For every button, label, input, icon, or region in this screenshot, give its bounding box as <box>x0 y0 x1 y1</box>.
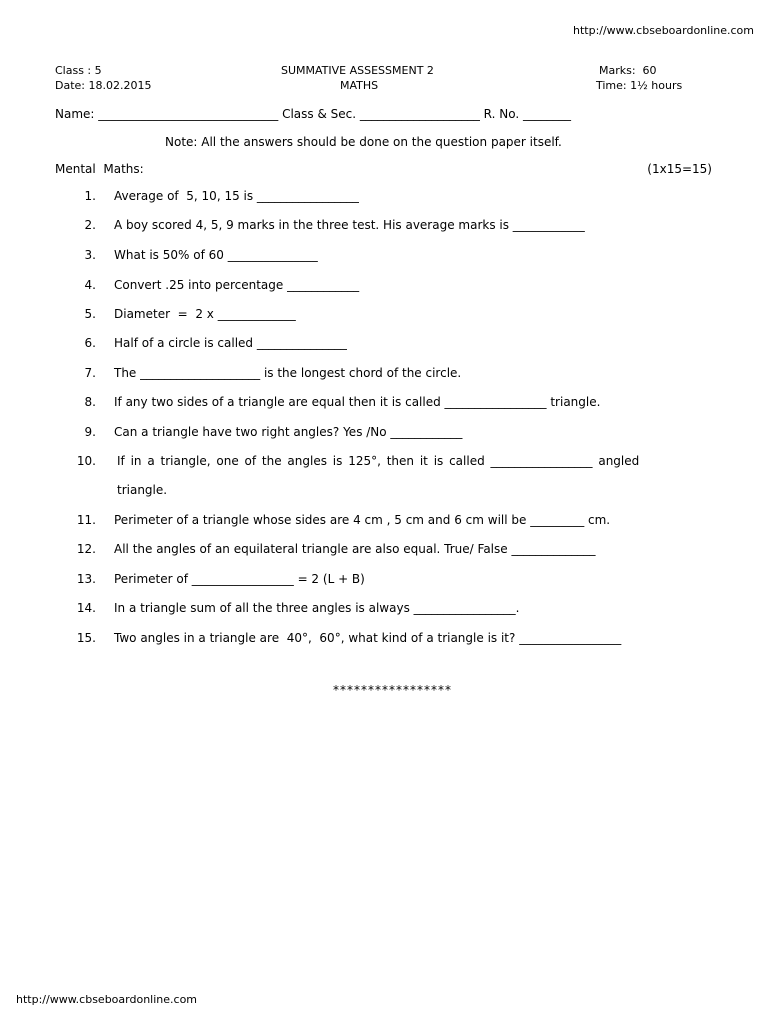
question-text: All the angles of an equilateral triangle are also equal. True/ False ______________ <box>114 542 596 556</box>
end-of-paper-marker: ***************** <box>333 683 452 697</box>
question-number: 8. <box>84 395 96 409</box>
class-label: Class : 5 <box>55 64 102 77</box>
question-text: Perimeter of _________________ = 2 (L + B) <box>114 572 365 586</box>
question-text: If in a triangle, one of the angles is 125°, then it is called _________________ angled <box>117 454 640 468</box>
question-number: 14. <box>76 601 96 615</box>
instructions-note: Note: All the answers should be done on the question paper itself. <box>165 135 562 149</box>
question-text: Two angles in a triangle are 40°, 60°, what kind of a triangle is it? _________________ <box>114 631 622 645</box>
source-url-top: http://www.cbseboardonline.com <box>572 24 754 37</box>
question-number: 5. <box>84 307 96 321</box>
question-text: Average of 5, 10, 15 is _________________ <box>114 189 359 203</box>
source-url-bottom: http://www.cbseboardonline.com <box>16 993 198 1006</box>
question-text: Perimeter of a triangle whose sides are 4 cm , 5 cm and 6 cm will be _________ cm. <box>114 513 611 527</box>
question-text: Convert .25 into percentage ____________ <box>114 278 360 292</box>
question-number: 15. <box>76 631 96 645</box>
question-text: A boy scored 4, 5, 9 marks in the three test. His average marks is ____________ <box>114 218 585 232</box>
question-text: The ____________________ is the longest chord of the circle. <box>114 366 462 380</box>
question-text: What is 50% of 60 _______________ <box>114 248 318 262</box>
question-number: 3. <box>84 248 96 262</box>
total-marks: Marks: 60 <box>599 64 657 77</box>
exam-duration: Time: 1½ hours <box>596 79 683 92</box>
question-number: 10. <box>76 454 96 468</box>
question-number: 9. <box>84 425 96 439</box>
question-text: If any two sides of a triangle are equal then it is called _________________ triangle. <box>114 395 601 409</box>
question-text: Can a triangle have two right angles? Yes /No ____________ <box>114 425 463 439</box>
question-number: 6. <box>84 336 96 350</box>
question-number: 1. <box>84 189 96 203</box>
exam-date: Date: 18.02.2015 <box>55 79 152 92</box>
exam-subject: MATHS <box>340 79 379 92</box>
section-marks: (1x15=15) <box>647 162 712 176</box>
question-text-continued: triangle. <box>117 483 168 497</box>
question-number: 2. <box>84 218 96 232</box>
question-text: In a triangle sum of all the three angles is always _________________. <box>114 601 520 615</box>
section-title: Mental Maths: <box>55 162 144 176</box>
question-number: 7. <box>84 366 96 380</box>
question-number: 4. <box>84 278 96 292</box>
question-text: Diameter = 2 x _____________ <box>114 307 296 321</box>
question-number: 11. <box>76 513 96 527</box>
student-details-line: Name: ______________________________ Class & Sec. ____________________ R. No. ________ <box>55 107 571 121</box>
question-number: 12. <box>76 542 96 556</box>
exam-title: SUMMATIVE ASSESSMENT 2 <box>281 64 434 77</box>
question-number: 13. <box>76 572 96 586</box>
question-text: Half of a circle is called _______________ <box>114 336 347 350</box>
